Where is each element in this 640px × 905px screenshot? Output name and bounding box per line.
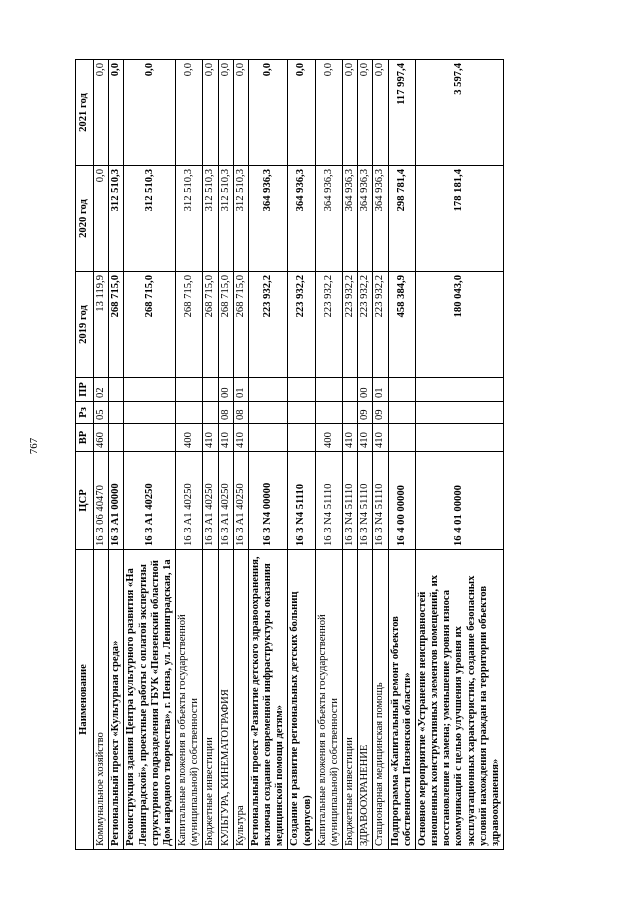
cell-csr: 16 3 N4 51110 [343, 452, 358, 550]
cell-csr: 16 3 A1 40250 [176, 452, 203, 550]
cell-name: Бюджетные инвестиции [343, 550, 358, 850]
header-name: Наименование [76, 550, 94, 850]
cell-2019: 13 119,9 [94, 272, 109, 378]
cell-2020: 312 510,3 [176, 166, 203, 272]
cell-2021: 0,0 [109, 60, 124, 166]
cell-2019: 268 715,0 [109, 272, 124, 378]
cell-2021: 0,0 [124, 60, 176, 166]
cell-pr [176, 378, 203, 402]
cell-vr: 410 [343, 424, 358, 452]
cell-vr [388, 424, 415, 452]
cell-csr: 16 3 A1 40250 [203, 452, 218, 550]
cell-pr [388, 378, 415, 402]
cell-name: Реконструкция здания Центра культурного развития «На Ленинградской», проектные работы с оплатой экспертизы структурного подразделения ГБУК «Пензенский областной Дом народного творчества», г. Пенза, ул. Ленинградская, 1а [124, 550, 176, 850]
cell-2021: 0,0 [373, 60, 388, 166]
cell-2019: 458 384,9 [388, 272, 415, 378]
cell-2021: 0,0 [248, 60, 288, 166]
cell-pr: 01 [373, 378, 388, 402]
cell-vr [248, 424, 288, 452]
header-2021: 2021 год [76, 60, 94, 166]
cell-2020: 364 936,3 [315, 166, 342, 272]
header-csr: ЦСР [76, 452, 94, 550]
cell-csr: 16 3 N4 00000 [248, 452, 288, 550]
cell-rz [343, 402, 358, 424]
cell-vr [415, 424, 503, 452]
cell-pr [288, 378, 315, 402]
cell-vr: 400 [176, 424, 203, 452]
cell-2021: 0,0 [176, 60, 203, 166]
page-number: 767 [28, 437, 40, 455]
cell-vr [288, 424, 315, 452]
table-row [176, 60, 203, 850]
cell-rz: 09 [373, 402, 388, 424]
cell-name: Капитальные вложения в объекты государственной (муниципальной) собственности [315, 550, 342, 850]
table-row [415, 60, 503, 850]
cell-2021: 0,0 [288, 60, 315, 166]
header-2019: 2019 год [76, 272, 94, 378]
table-row [343, 60, 358, 850]
cell-2020: 0,0 [94, 166, 109, 272]
cell-name: Капитальные вложения в объекты государственной (муниципальной) собственности [176, 550, 203, 850]
cell-2019: 223 932,2 [373, 272, 388, 378]
header-2020: 2020 год [76, 166, 94, 272]
cell-2019: 268 715,0 [218, 272, 233, 378]
cell-2020: 364 936,3 [358, 166, 373, 272]
cell-vr: 410 [233, 424, 248, 452]
cell-pr: 02 [94, 378, 109, 402]
cell-2019: 268 715,0 [233, 272, 248, 378]
budget-table [75, 59, 504, 850]
table-header-row [76, 60, 94, 850]
cell-rz [415, 402, 503, 424]
table-row [124, 60, 176, 850]
cell-2021: 0,0 [315, 60, 342, 166]
cell-rz [388, 402, 415, 424]
cell-rz [288, 402, 315, 424]
cell-name: Региональный проект «Развитие детского здравоохранения, включая создание современной инфраструктуры оказания медицинской помощи детям» [248, 550, 288, 850]
cell-csr: 16 3 N4 51110 [288, 452, 315, 550]
cell-2019: 268 715,0 [203, 272, 218, 378]
cell-2019: 223 932,2 [315, 272, 342, 378]
table-row [233, 60, 248, 850]
cell-2020: 364 936,3 [248, 166, 288, 272]
cell-2020: 312 510,3 [218, 166, 233, 272]
cell-2019: 268 715,0 [124, 272, 176, 378]
cell-vr [124, 424, 176, 452]
cell-name: Коммунальное хозяйство [94, 550, 109, 850]
cell-2019: 223 932,2 [358, 272, 373, 378]
cell-pr [343, 378, 358, 402]
cell-2020: 312 510,3 [203, 166, 218, 272]
cell-2019: 268 715,0 [176, 272, 203, 378]
table-row [373, 60, 388, 850]
cell-2020: 312 510,3 [109, 166, 124, 272]
cell-csr: 16 4 00 00000 [388, 452, 415, 550]
rotated-page-content [75, 60, 605, 850]
cell-name: Подпрограмма «Капитальный ремонт объектов собственности Пензенской области» [388, 550, 415, 850]
table-row [358, 60, 373, 850]
cell-csr: 16 3 A1 40250 [218, 452, 233, 550]
cell-csr: 16 4 01 00000 [415, 452, 503, 550]
table-row [248, 60, 288, 850]
cell-rz: 09 [358, 402, 373, 424]
cell-pr [203, 378, 218, 402]
cell-2020: 364 936,3 [373, 166, 388, 272]
cell-pr [248, 378, 288, 402]
cell-csr: 16 3 A1 40250 [233, 452, 248, 550]
cell-csr: 16 3 A1 40250 [124, 452, 176, 550]
cell-rz [203, 402, 218, 424]
cell-pr: 00 [358, 378, 373, 402]
cell-pr: 01 [233, 378, 248, 402]
cell-2019: 180 043,0 [415, 272, 503, 378]
cell-vr: 410 [358, 424, 373, 452]
table-row [388, 60, 415, 850]
cell-vr: 410 [218, 424, 233, 452]
table-row [315, 60, 342, 850]
cell-2021: 0,0 [343, 60, 358, 166]
cell-2020: 298 781,4 [388, 166, 415, 272]
cell-name: КУЛЬТУРА, КИНЕМАТОГРАФИЯ [218, 550, 233, 850]
cell-2019: 223 932,2 [343, 272, 358, 378]
cell-2020: 178 181,4 [415, 166, 503, 272]
cell-vr: 410 [203, 424, 218, 452]
cell-2021: 0,0 [218, 60, 233, 166]
table-row [94, 60, 109, 850]
table-row [218, 60, 233, 850]
cell-pr [315, 378, 342, 402]
table-row [109, 60, 124, 850]
cell-2021: 0,0 [203, 60, 218, 166]
cell-csr: 16 3 N4 51110 [373, 452, 388, 550]
cell-2020: 364 936,3 [288, 166, 315, 272]
cell-csr: 16 3 A1 00000 [109, 452, 124, 550]
cell-pr: 00 [218, 378, 233, 402]
cell-vr: 410 [373, 424, 388, 452]
cell-rz: 05 [94, 402, 109, 424]
cell-vr: 460 [94, 424, 109, 452]
cell-2019: 223 932,2 [288, 272, 315, 378]
cell-rz [124, 402, 176, 424]
cell-vr: 400 [315, 424, 342, 452]
cell-2021: 0,0 [358, 60, 373, 166]
cell-rz: 08 [233, 402, 248, 424]
cell-2021: 0,0 [233, 60, 248, 166]
cell-csr: 16 3 N4 51110 [358, 452, 373, 550]
cell-rz [248, 402, 288, 424]
cell-2021: 0,0 [94, 60, 109, 166]
cell-pr [415, 378, 503, 402]
cell-csr: 16 3 N4 51110 [315, 452, 342, 550]
cell-2020: 312 510,3 [124, 166, 176, 272]
cell-2020: 312 510,3 [233, 166, 248, 272]
cell-2019: 223 932,2 [248, 272, 288, 378]
cell-name: Создание и развитие региональных детских больниц (корпусов) [288, 550, 315, 850]
cell-name: Региональный проект «Культурная среда» [109, 550, 124, 850]
cell-rz [176, 402, 203, 424]
cell-pr [124, 378, 176, 402]
header-vr: ВР [76, 424, 94, 452]
cell-rz [109, 402, 124, 424]
cell-name: ЗДРАВООХРАНЕНИЕ [358, 550, 373, 850]
cell-name: Стационарная медицинская помощь [373, 550, 388, 850]
cell-vr [109, 424, 124, 452]
cell-rz [315, 402, 342, 424]
table-row [288, 60, 315, 850]
cell-2020: 364 936,3 [343, 166, 358, 272]
cell-pr [109, 378, 124, 402]
cell-name: Бюджетные инвестиции [203, 550, 218, 850]
table-row [203, 60, 218, 850]
cell-rz: 08 [218, 402, 233, 424]
cell-name: Культура [233, 550, 248, 850]
cell-2021: 3 597,4 [415, 60, 503, 166]
header-rz: Рз [76, 402, 94, 424]
cell-csr: 16 3 06 40470 [94, 452, 109, 550]
cell-2021: 117 997,4 [388, 60, 415, 166]
cell-name: Основное мероприятие «Устранение неисправностей изношенных конструктивных элементов помещений, их восстановление и замена; уменьшение уровня износа коммуникаций с целью улучшения уровня их эксплуатационных характеристик, создание безопасных условий нахождения граждан на территории объектов здравоохранения» [415, 550, 503, 850]
header-pr: ПР [76, 378, 94, 402]
